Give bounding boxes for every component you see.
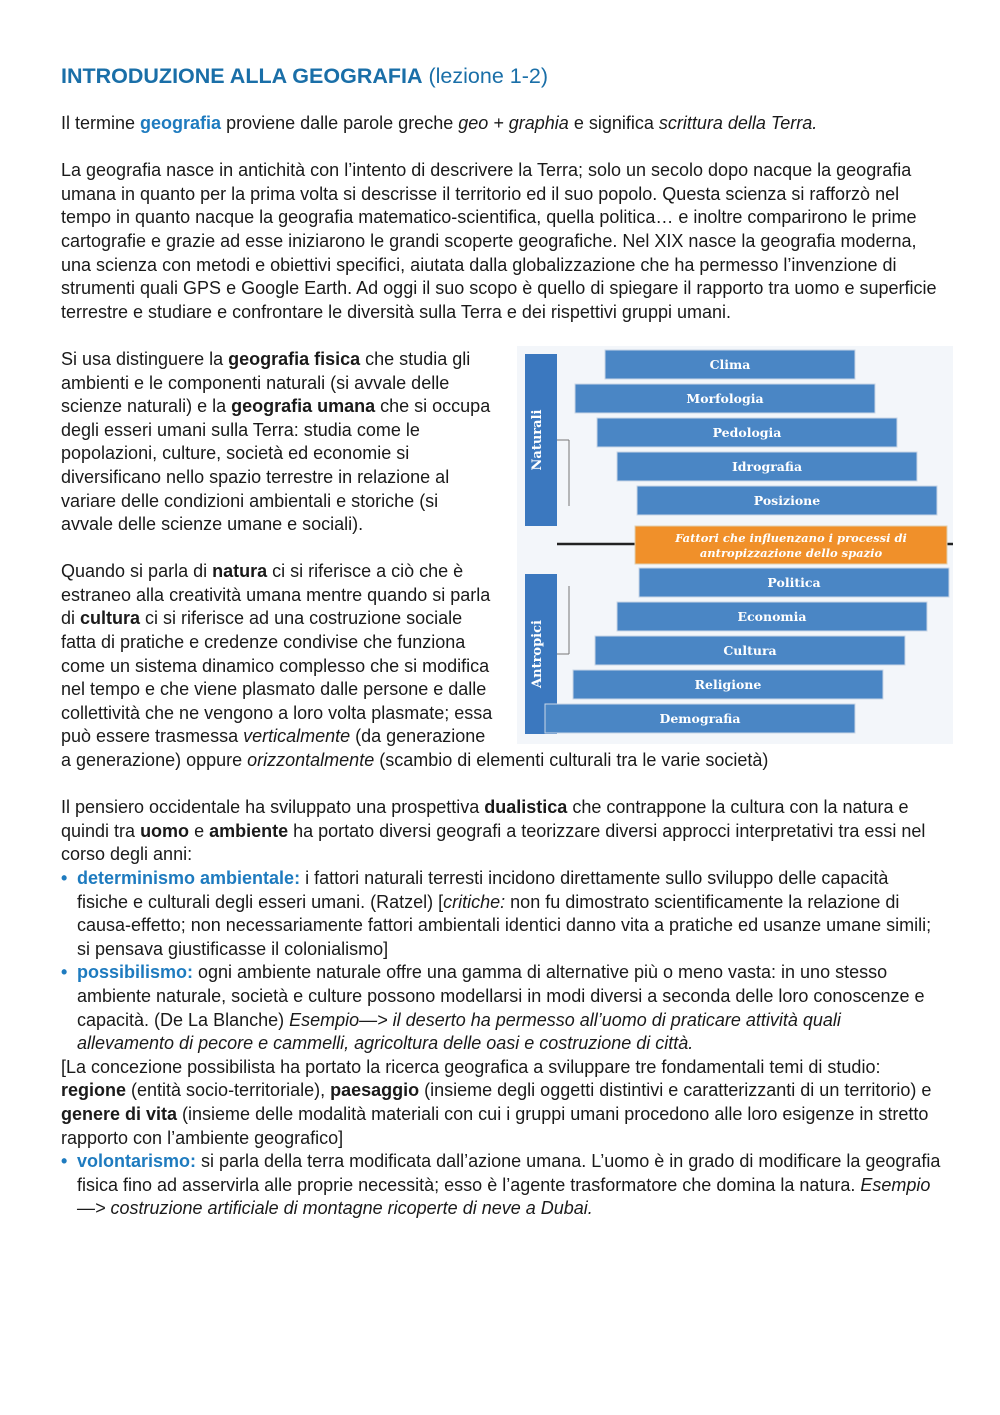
geografia-fisica-umana-paragraph: Si usa distinguere la geografia fisica che studia gli ambienti e le componenti naturali (si avvale delle scienze naturali) e la geografia umana che si occupa degli esseri umani sulla Terra: studia come le popolazioni, culture, società ed economie si diversificano nello spazio terrestre in relazione al variare delle condizioni ambientali e storiche (si avvale delle scienze umane e sociali). bbox=[61, 348, 491, 535]
factor-economia-label: Economia bbox=[737, 608, 807, 624]
natura-cultura-paragraph: Quando si parla di natura ci si riferisce a ciò che è estraneo alla creatività umana mentre quando si parla di cultura ci si riferisce ad una costruzione sociale fatta di pratiche e credenze condivise che funziona come un sistema dinamico complesso che si modifica nel tempo e che viene plasmato dalle persone e dalle collettività che ne vengono a loro volta plasmate; essa può essere trasmessa verticalmente (da generazione a generazione) oppure orizzontalmente (scambio di elementi culturali tra le varie società) bbox=[61, 561, 769, 771]
antropici-label: Antropici bbox=[530, 619, 545, 688]
factor-clima-label: Clima bbox=[709, 356, 751, 372]
center-label-1: Fattori che influenzano i processi di bbox=[675, 530, 907, 545]
factor-cultura-label: Cultura bbox=[723, 642, 777, 658]
figure-section bbox=[61, 348, 941, 773]
history-paragraph: La geografia nasce in antichità con l’intento di descrivere la Terra; solo un secolo dopo nacque la geografia umana in quanto per la prima volta si descrisse il territorio ed il suo popolo. Questa scienza si rafforzò nel tempo in quanto nacque la geografia matematico-scientifica, quella politica… e inoltre comparirono le prime cartografie e grazie ad esse iniziarono le grandi scoperte geografiche. Nel XIX nasce la geografia moderna, una scienza con metodi e obiettivi specifici, aiutata dalla globalizzazione che ha permesso l’invenzione di strumenti quali GPS e Google Earth. Ad oggi il suo scopo è quello di spiegare il rapporto tra uomo e superficie terrestre e studiare e confrontare le diversità sulla Terra e dei rispettivi gruppi umani. bbox=[61, 160, 937, 322]
naturali-label: Naturali bbox=[530, 409, 545, 471]
center-label-2: antropizzazione dello spazio bbox=[699, 545, 883, 560]
list-item-volontarismo: • volontarismo: si parla della terra modificata dall’azione umana. L’uomo è in grado di modificare la geografia fisica fino ad asservirla alle proprie necessità; esso è l’agente trasformatore che domina la natura. Esempio —> costruzione artificiale di montagne ricoperte di neve a Dubai. bbox=[61, 1150, 941, 1221]
factor-pedologia-label: Pedologia bbox=[712, 424, 782, 440]
factor-demografia-label: Demografia bbox=[659, 710, 741, 726]
concezione-paragraph: [La concezione possibilista ha portato la ricerca geografica a sviluppare tre fondamentali temi di studio: regione (entità socio-territoriale), paesaggio (insieme degli oggetti distintivi e caratterizzanti di un territorio) e genere di vita (insieme delle modalità materiali con cui i gruppi umani procedono alle loro esigenze in stretto rapporto con l’ambiente geografico] bbox=[61, 1056, 932, 1148]
page-title: INTRODUZIONE ALLA GEOGRAFIA (lezione 1-2) bbox=[61, 64, 548, 88]
factor-posizione-label: Posizione bbox=[753, 492, 821, 508]
factors-diagram bbox=[517, 346, 953, 744]
factor-politica-label: Politica bbox=[767, 574, 821, 590]
page bbox=[61, 62, 941, 1221]
factor-idrografia-label: Idrografia bbox=[731, 458, 803, 474]
pensiero-paragraph: Il pensiero occidentale ha sviluppato una prospettiva dualistica che contrappone la cultura con la natura e quindi tra uomo e ambiente ha portato diversi geografi a teorizzare diversi approcci interpretativi tra essi nel corso degli anni: bbox=[61, 797, 926, 865]
factor-morfologia-label: Morfologia bbox=[686, 390, 764, 406]
approaches-list bbox=[61, 867, 941, 1056]
intro-paragraph: Il termine geografia proviene dalle parole greche geo + graphia e significa scrittura della Terra. bbox=[61, 113, 818, 133]
factor-religione-label: Religione bbox=[694, 676, 762, 692]
approaches-list-2 bbox=[61, 1150, 941, 1221]
list-item-determinismo: • determinismo ambientale: i fattori naturali terresti incidono direttamente sullo sviluppo delle capacità fisiche e culturali degli esseri umani. (Ratzel) [critiche: non fu dimostrato scientificamente la relazione di causa-effetto; non necessariamente fattori ambientali identici danno vita a pratiche ed usanze umane simili; si pensava giustificasse il colonialismo] bbox=[61, 867, 941, 961]
list-item-possibilismo: • possibilismo: ogni ambiente naturale offre una gamma di alternative più o meno vasta: in uno stesso ambiente naturale, società e culture possono modellarsi in modi diversi a seconda delle loro conoscenze e capacità. (De La Blanche) Esempio—> il deserto ha permesso all’uomo di praticare attività quali allevamento di pecore e cammelli, agricoltura delle oasi e costruzione di città. bbox=[61, 961, 941, 1055]
